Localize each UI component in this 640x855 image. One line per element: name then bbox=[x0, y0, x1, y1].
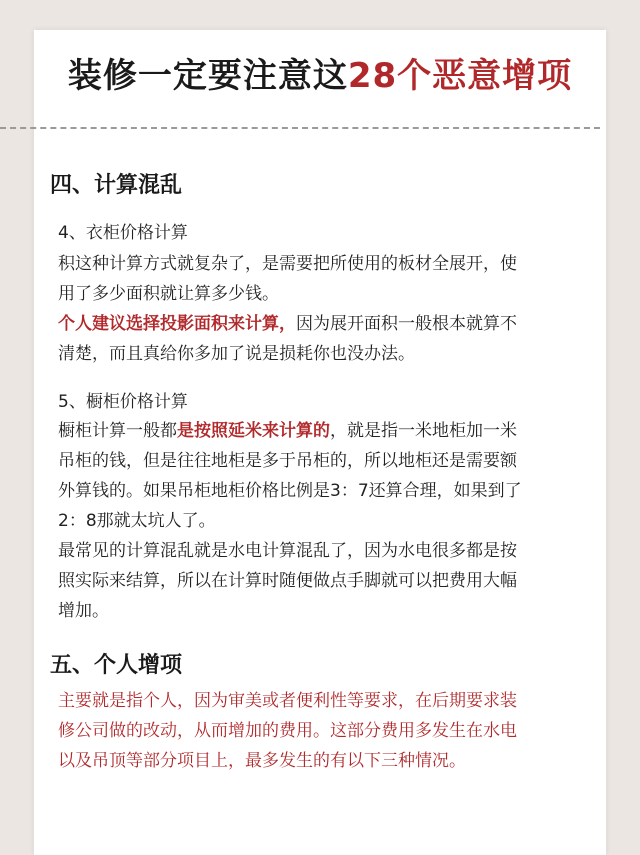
paragraph-line-red: 主要就是指个人，因为审美或者便利性等要求，在后期要求装 bbox=[58, 691, 517, 711]
paragraph-line: 吊柜的钱，但是往往地柜是多于吊柜的，所以地柜还是需要额 bbox=[58, 451, 517, 471]
subtitle-wardrobe: 4、衣柜价格计算 bbox=[58, 223, 188, 243]
dashed-divider bbox=[0, 127, 600, 129]
paragraph-line: 清楚，而且真给你多加了说是损耗你也没办法。 bbox=[58, 344, 415, 364]
subtitle-cabinet: 5、橱柜价格计算 bbox=[58, 392, 188, 412]
paragraph-line: 增加。 bbox=[58, 601, 109, 621]
highlight-text: 个人建议选择投影面积来计算， bbox=[58, 314, 296, 334]
paragraph-text: 因为展开面积一般根本就算不 bbox=[296, 314, 517, 334]
title-main: 装修一定要注意这 bbox=[67, 56, 348, 96]
paragraph-text: 橱柜计算一般都 bbox=[58, 421, 177, 441]
paragraph-text: ，就是指一米地柜加一米 bbox=[330, 421, 517, 441]
section-heading-calculation: 四、计算混乱 bbox=[50, 173, 183, 198]
paragraph-line: 2：8那就太坑人了。 bbox=[58, 511, 216, 531]
paragraph-line-red: 修公司做的改动，从而增加的费用。这部分费用多发生在水电 bbox=[58, 721, 517, 741]
paragraph-line: 照实际来结算，所以在计算时随便做点手脚就可以把费用大幅 bbox=[58, 571, 517, 591]
paragraph-line-red: 以及吊顶等部分项目上，最多发生的有以下三种情况。 bbox=[58, 751, 466, 771]
paragraph-line-highlight bbox=[58, 313, 517, 335]
title-accent: 28个恶意增项 bbox=[347, 56, 573, 96]
paragraph-line: 最常见的计算混乱就是水电计算混乱了，因为水电很多都是按 bbox=[58, 541, 517, 561]
paragraph-line: 用了多少面积就让算多少钱。 bbox=[58, 284, 279, 304]
paragraph-line: 外算钱的。如果吊柜地柜价格比例是3：7还算合理，如果到了 bbox=[58, 481, 522, 501]
page-title bbox=[0, 48, 640, 97]
highlight-text: 是按照延米来计算的 bbox=[177, 421, 330, 441]
section-heading-personal: 五、个人增项 bbox=[50, 653, 183, 678]
paragraph-line: 积这种计算方式就复杂了，是需要把所使用的板材全展开，使 bbox=[58, 254, 517, 274]
paragraph-line-highlight bbox=[58, 420, 517, 442]
